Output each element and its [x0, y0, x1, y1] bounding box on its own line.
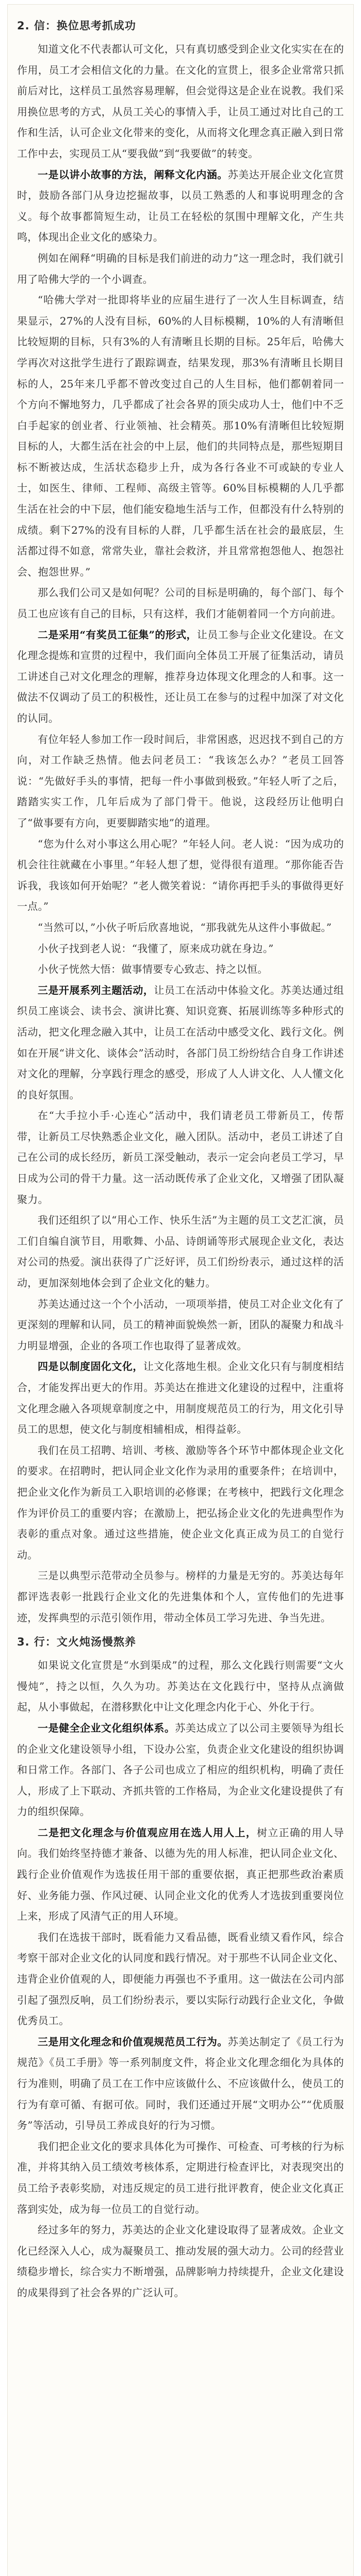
paragraph-text: 如果说文化宣贯是“水到渠成”的过程，那么文化践行则需要“文火慢炖”，持之以恒，久久为功。苏美达在文化践行中，坚持从点滴做起，从小事做起，在潜移默化中让文化理念内化于心、外化于行。 — [17, 1659, 344, 1714]
paragraph-text: 我们在选拔干部时，既看能力又看品德，既看业绩又看作风，综合考察干部对企业文化的认同度和践行情况。对于那些不认同企业文化、违背企业价值观的人，即便能力再强也不予重用。这一做法在公司内部引起了强烈反响，员工们纷纷表示，要以实际行动践行企业文化，争做优秀员工。 — [17, 1930, 344, 2027]
paragraph — [17, 1105, 344, 1210]
paragraph-text: 例如在阐释“明确的目标是我们前进的动力”这一理念时，我们就引用了哈佛大学的一个小调查。 — [17, 251, 344, 285]
paragraph — [17, 1294, 344, 1357]
paragraph-lead: 二是把文化理念与价值观应用在选人用人上， — [38, 1826, 257, 1839]
paragraph — [17, 980, 344, 1106]
paragraph-text: 我们还组织了以“用心工作、快乐生活”为主题的员工文艺汇演，员工们自编自演节目，用歌舞、小品、诗朗诵等形式展现企业文化，表达对公司的热爱。演出获得了广泛好评，员工们纷纷表示，通过这样的活动，更加深刻地体会到了企业文化的魅力。 — [17, 1214, 344, 1290]
paragraph — [17, 917, 344, 938]
paragraph — [17, 2136, 344, 2219]
article-body — [7, 4, 354, 2576]
paragraph-text: 让员工在活动中体验文化。苏美达通过组织员工座谈会、读书会、演讲比赛、知识竞赛、拓展训练等多种形式的活动，把文化理念融入其中，让员工在活动中感受文化、践行文化。例如在开展“讲文化、谈体会”活动时，各部门员工纷纷结合自身工作讲述对文化的理解，分享践行理念的感受，形成了人人讲文化、人人懂文化的良好氛围。 — [17, 984, 344, 1101]
paragraph-text: “您为什么对小事这么用心呢？”年轻人问。老人说：“因为成功的机会往往就藏在小事里。”年轻人想了想，觉得很有道理。“那你能否告诉我，我该如何开始呢？”老人微笑着说：“请你再把手头的事做得更好一点。” — [17, 837, 344, 913]
paragraph — [17, 938, 344, 959]
paragraph-lead: 一是以讲小故事的方法，阐释文化内涵。 — [38, 168, 228, 181]
section-heading: 2. 信：换位思考抓成功 — [17, 20, 136, 32]
paragraph — [17, 1822, 344, 1927]
paragraph — [17, 2219, 344, 2303]
paragraph-text: “当然可以，”小伙子听后欣喜地说，“那我就先从这件小事做起。” — [38, 921, 332, 934]
paragraph-text: 苏美达开展企业文化宣贯时，鼓励各部门从身边挖掘故事，以员工熟悉的人和事说明理念的含义。每个故事都简短生动，让员工在轻松的氛围中理解文化，产生共鸣，体现出企业文化的感染力。 — [17, 168, 344, 244]
paragraph-lead: 一是健全企业文化组织体系。 — [38, 1721, 175, 1734]
paragraph-text: “哈佛大学对一批即将毕业的应届生进行了一次人生目标调查，结果显示，27%的人没有目标，60%的人目标模糊，10%的人有清晰但比较短期的目标，只有3%的人有清晰且长期的目标。25年后，哈佛大学再次对这批学生进行了跟踪调查，结果发现，那3%有清晰且长期目标的人，25年来几乎都不曾改变过自己的人生目标，他们都朝着同一个方向不懈地努力，几乎都成了社会各界的顶尖成功人士，他们中不乏白手起家的创业者、行业领袖、社会精英。那10%有清晰但比较短期目标的人，大都生活在社会的中上层，他们的共同特点是，那些短期目标不断被达成，生活状态稳步上升，成为各行各业不可或缺的专业人士，如医生、律师、工程师、高级主管等。60%目标模糊的人几乎都生活在社会的中下层，他们能安稳地生活与工作，但都没有什么特别的成绩。剩下27%的没有目标的人群，几乎都生活在社会的最底层，生活都过得不如意，常常失业，靠社会救济，并且常常抱怨他人、抱怨社会、抱怨世界。” — [17, 294, 344, 578]
paragraph — [17, 959, 344, 980]
paragraph-text: 苏美达成立了以公司主要领导为组长的企业文化建设领导小组，下设办公室，负责企业文化建设的组织协调和日常工作。各部门、各子公司也成立了相应的组织机构，明确了责任人，形成了上下联动、齐抓共管的工作格局，为企业文化建设提供了有力的组织保障。 — [17, 1721, 344, 1818]
paragraph — [17, 290, 344, 582]
paragraph — [17, 729, 344, 834]
paragraph-text: 让文化落地生根。企业文化只有与制度相结合，才能发挥出更大的作用。苏美达在推进文化建设的过程中，注重将文化理念融入各项规章制度之中，用制度规范员工的行为，用文化引导员工的思想，使文化与制度相辅相成，相得益彰。 — [17, 1360, 344, 1436]
paragraph-text: 我们在员工招聘、培训、考核、激励等各个环节中都体现企业文化的要求。在招聘时，把认同企业文化作为录用的重要条件；在培训中，把企业文化作为新员工入职培训的必修课；在考核中，把践行文化理念作为评价员工的重要内容；在激励上，把弘扬企业文化的先进典型作为表彰的重点对象。通过这些措施，使企业文化真正成为员工的自觉行动。 — [17, 1444, 344, 1561]
paragraph — [17, 1356, 344, 1439]
paragraph-text: 苏美达通过这一个个小活动，一项项举措，使员工对企业文化有了更深刻的理解和认同，员工的精神面貌焕然一新，团队的凝聚力和战斗力明显增强，企业的各项工作也取得了显著成效。 — [17, 1297, 344, 1352]
paragraph — [17, 39, 344, 164]
paragraph-lead: 四是以制度固化文化， — [38, 1360, 143, 1373]
paragraph-text: 小伙子恍然大悟：做事情要专心致志、持之以恒。 — [38, 963, 268, 976]
paragraph-text: 小伙子找到老人说：“我懂了，原来成功就在身边。” — [38, 942, 274, 955]
paragraph-text: 三是以典型示范带动全员参与。榜样的力量是无穷的。苏美达每年都评选表彰一批践行企业文化的先进集体和个人，宣传他们的先进事迹，发挥典型的示范引领作用，带动全体员工学习先进、争当先进。 — [17, 1569, 344, 1624]
paragraph — [17, 1565, 344, 1628]
paragraph — [17, 164, 344, 248]
paragraph — [17, 248, 344, 290]
paragraph — [17, 834, 344, 917]
paragraph — [17, 624, 344, 729]
paragraph-lead: 三是开展系列主题活动， — [38, 984, 154, 996]
paragraph-text: 知道文化不代表都认可文化，只有真切感受到企业文化实实在在的作用，员工才会相信文化的力量。在文化的宣贯上，很多企业常常只抓前后对比，这样员工虽然容易理解，但会觉得这是企业在说教。我们采用换位思考的方式，从员工关心的事情入手，让员工通过对比自己的工作和生活，认可企业文化带来的变化，从而将文化理念真正融入到日常工作中去，实现员工从“要我做”到“我要做”的转变。 — [17, 43, 344, 160]
paragraph — [17, 1718, 344, 1822]
section-heading: 3. 行：文火炖汤慢熬养 — [17, 1636, 136, 1649]
paragraph-text: 有位年轻人参加工作一段时间后，非常困惑，迟迟找不到自己的方向，对工作缺乏热情。他去问老员工：“我该怎么办？”老员工回答说：“先做好手头的事情，把每一件小事做到极致。”年轻人听了之后，踏踏实实工作，几年后成为了部门骨干。他说，这段经历让他明白了“做事要有方向，更要脚踏实地”的道理。 — [17, 733, 344, 829]
paragraph-text: 苏美达制定了《员工行为规范》《员工手册》等一系列制度文件，将企业文化理念细化为具体的行为准则，明确了员工在工作中应该做什么、不应该做什么，使员工的行为有章可循、有据可依。同时，我们还通过开展“文明办公”“优质服务”等活动，引导员工养成良好的行为习惯。 — [17, 2035, 344, 2132]
paragraph — [17, 1210, 344, 1293]
paragraph-text: 树立正确的用人导向。我们始终坚持德才兼备、以德为先的用人标准，把认同企业文化、践行企业价值观作为选拔任用干部的重要依据，真正把那些政治素质好、业务能力强、作风过硬、认同企业文化的优秀人才选拔到重要岗位上来，形成了风清气正的用人环境。 — [17, 1826, 344, 1923]
paragraph-text: 在“大手拉小手·心连心”活动中，我们请老员工带新员工，传帮带，让新员工尽快熟悉企业文化，融入团队。活动中，老员工讲述了自己在公司的成长经历，新员工深受触动，表示一定会向老员工学习，早日成为公司的骨干力量。这一活动既传承了企业文化，又增强了团队凝聚力。 — [17, 1109, 344, 1206]
paragraph-text: 让员工参与企业文化建设。在文化理念提炼和宣贯的过程中，我们面向全体员工开展了征集活动，请员工讲述自己对文化理念的理解，推荐身边体现文化理念的人和事。这一做法不仅调动了员工的积极性，还让员工在参与的过程中加深了对文化的认同。 — [17, 628, 344, 724]
paragraph — [17, 2031, 344, 2136]
paragraph-text: 我们把企业文化的要求具体化为可操作、可检查、可考核的行为标准，并将其纳入员工绩效考核体系，定期进行检查评比，对表现突出的员工给予表彰奖励，对违反规定的员工进行批评教育，使企业文化真正落到实处，成为每一位员工的自觉行动。 — [17, 2140, 344, 2215]
paragraph-lead: 三是用文化理念和价值观规范员工行为。 — [38, 2035, 228, 2048]
paragraph-lead: 二是采用“有奖员工征集”的形式， — [38, 628, 197, 641]
paragraph-text: 经过多年的努力，苏美达的企业文化建设取得了显著成效。企业文化已经深入人心，成为凝聚员工、推动发展的强大动力。公司的经营业绩稳步增长，综合实力不断增强，品牌影响力持续提升，企业文化建设的成果得到了社会各界的广泛认可。 — [17, 2224, 344, 2299]
paragraph — [17, 582, 344, 624]
paragraph — [17, 1440, 344, 1566]
paragraph — [17, 1655, 344, 1718]
paragraph-text: 那么我们公司又是如何呢？公司的目标是明确的，每个部门、每个员工也应该有自己的目标，只有这样，我们才能朝着同一个方向前进。 — [17, 586, 344, 620]
article-content — [17, 12, 344, 2303]
paragraph — [17, 1927, 344, 2031]
